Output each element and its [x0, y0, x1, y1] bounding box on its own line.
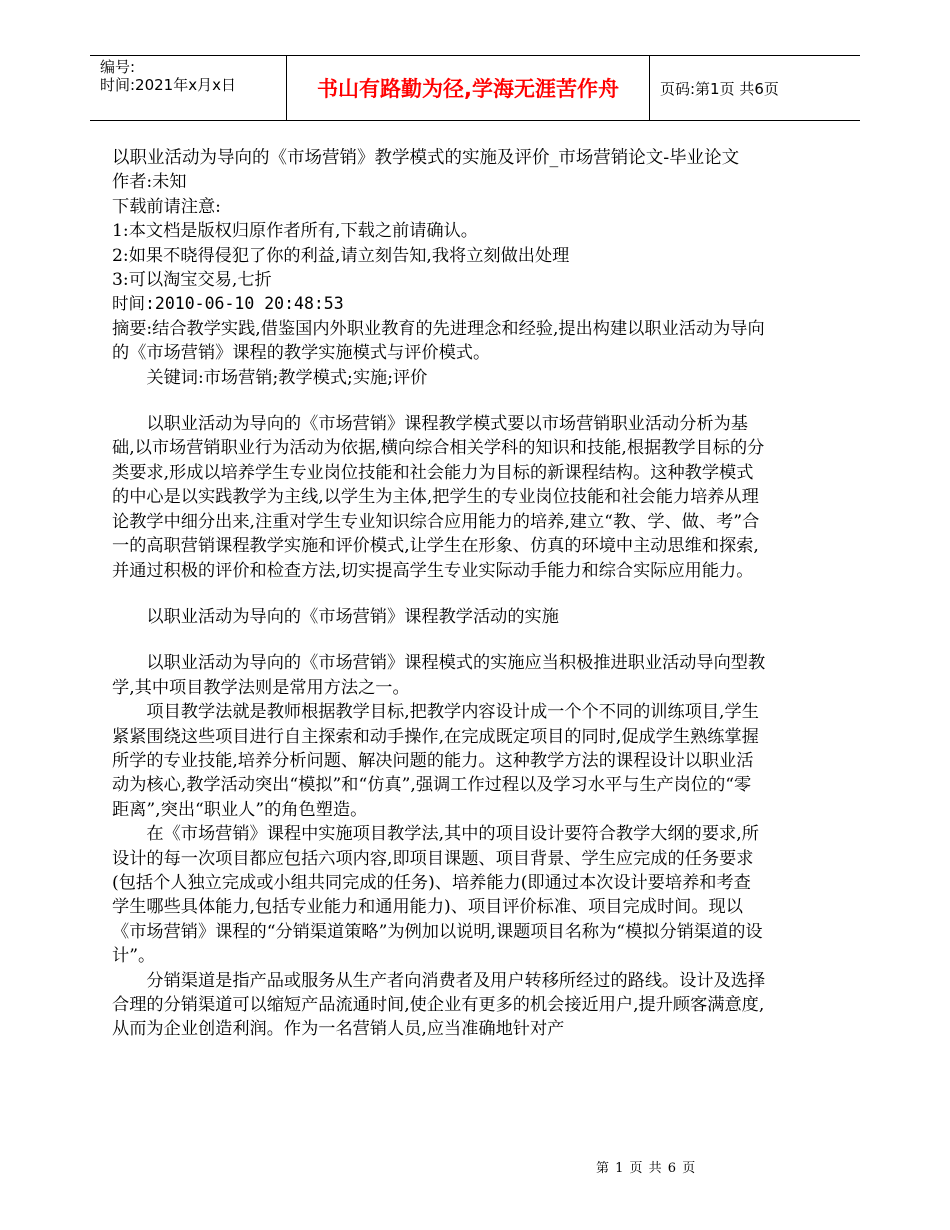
spacer — [112, 390, 767, 412]
notice-item: 1:本文档是版权归原作者所有,下载之前请确认。 — [112, 221, 478, 242]
notice-item: 3:可以淘宝交易,七折 — [112, 270, 272, 291]
document-title: 以职业活动为导向的《市场营销》教学模式的实施及评价_市场营销论文-毕业论文 — [112, 148, 740, 168]
body-paragraph: 分销渠道是指产品或服务从生产者向消费者及用户转移所经过的路线。设计及选择合理的分销渠道可以缩短产品流通时间,使企业有更多的机会接近用户,提升顾客满意度,从而为企业创造利润。作为一名营销人员,应当准确地针对产 — [112, 970, 766, 1040]
body-paragraph: 以职业活动为导向的《市场营销》课程教学模式要以市场营销职业活动分析为基础,以市场营销职业行为活动为依据,横向综合相关学科的知识和技能,根据教学目标的分类要求,形成以培养学生专业岗位技能和社会能力为目标的新课程结构。这种教学模式的中心是以实践教学为主线,以学生为主体,把学生的专业岗位技能和社会能力培养从理论教学中细分出来,注重对学生专业知识综合应用能力的培养,建立“教、学、做、考”合一的高职营销课程教学实施和评价模式,让学生在形象、仿真的环境中主动思维和探索,并通过积极的评价和检查方法,切实提高学生专业实际动手能力和综合实际应用能力。 — [112, 414, 765, 581]
notice-heading: 下载前请注意: — [112, 196, 221, 217]
document-number-label: 编号: — [100, 58, 136, 76]
document-date-label: 时间:2021年x月x日 — [100, 76, 236, 94]
header-motto: 书山有路勤为径,学海无涯苦作舟 — [287, 56, 650, 120]
header-meta-cell — [90, 56, 287, 120]
keywords: 关键词:市场营销;教学模式;实施;评价 — [146, 367, 428, 388]
body-paragraph: 项目教学法就是教师根据教学目标,把教学内容设计成一个个不同的训练项目,学生紧紧围绕这些项目进行自主探索和动手操作,在完成既定项目的同时,促成学生熟练掌握所学的专业技能,培养分析问题、解决问题的能力。这种教学方法的课程设计以职业活动为核心,教学活动突出“模拟”和“仿真”,强调工作过程以及学习水平与生产岗位的“零距离”,突出“职业人”的角色塑造。 — [112, 702, 759, 820]
header-page-info: 页码:第1页 共6页 — [660, 79, 779, 98]
section-heading: 以职业活动为导向的《市场营销》课程教学活动的实施 — [146, 606, 559, 627]
spacer — [112, 583, 767, 605]
abstract: 摘要:结合教学实践,借鉴国内外职业教育的先进理念和经验,提出构建以职业活动为导向的《市场营销》课程的教学实施模式与评价模式。 — [112, 318, 765, 364]
page-header — [90, 55, 860, 121]
document-body — [112, 146, 767, 1042]
body-paragraph: 在《市场营销》课程中实施项目教学法,其中的项目设计要符合教学大纲的要求,所设计的每一次项目都应包括六项内容,即项目课题、项目背景、学生应完成的任务要求(包括个人独立完成或小组共同完成的任务)、培养能力(即通过本次设计要培养和考查学生哪些具体能力,包括专业能力和通用能力)、项目评价标准、项目完成时间。现以《市场营销》课程的“分销渠道策略”为例加以说明,课题项目名称为“模拟分销渠道的设计”。 — [112, 824, 763, 967]
notice-item: 2:如果不晓得侵犯了你的利益,请立刻告知,我将立刻做出处理 — [112, 245, 570, 266]
spacer — [112, 629, 767, 651]
document-timestamp: 时间:2010-06-10 20:48:53 — [112, 294, 344, 314]
document-author: 作者:未知 — [112, 172, 187, 193]
body-paragraph: 以职业活动为导向的《市场营销》课程模式的实施应当积极推进职业活动导向型教学,其中项目教学法则是常用方法之一。 — [112, 653, 766, 698]
page-footer: 第 1 页 共 6 页 — [596, 1161, 697, 1176]
